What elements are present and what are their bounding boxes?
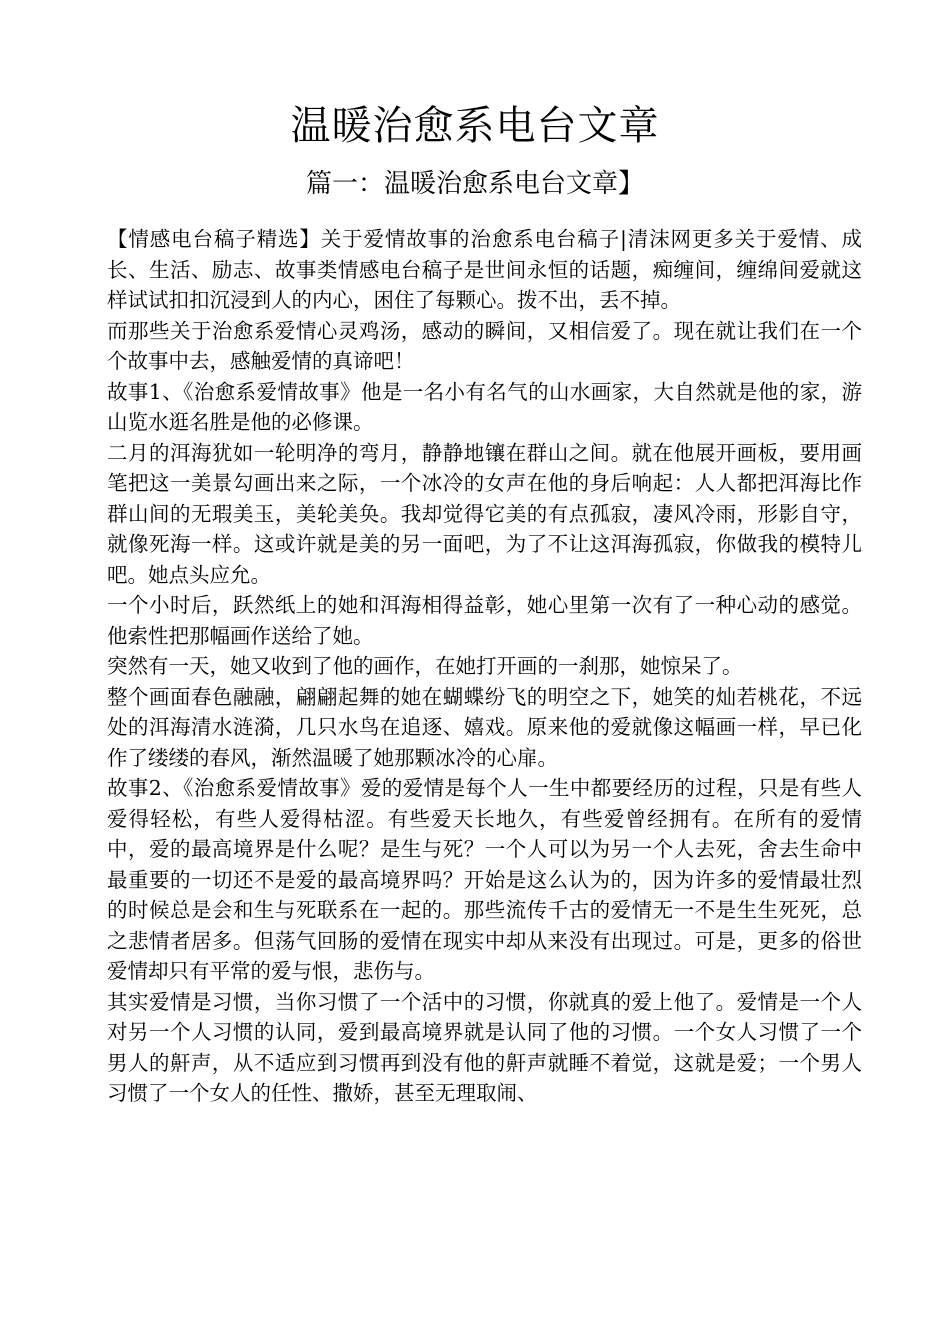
paragraph-story-2: 故事2、《治愈系爱情故事》爱的爱情是每个人一生中都要经历的过程，只是有些人爱得轻松，有些人爱得枯涩。有些爱天长地久，有些爱曾经拥有。在所有的爱情中，爱的最高境界是什么呢？是生与死？一个人可以为另一个人去死，舍去生命中最重要的一切还不是爱的最高境界吗？开始是这么认为的，因为许多的爱情最壮烈的时候总是会和生与死联系在一起的。那些流传千古的爱情无一不是生生死死，总之悲情者居多。但荡气回肠的爱情在现实中却从来没有出现过。可是，更多的俗世爱情却只有平常的爱与恨，悲伤与。 <box>107 776 862 983</box>
document-subtitle: 篇一：温暖治愈系电台文章】 <box>305 169 644 199</box>
paragraph-intro: 【情感电台稿子精选】关于爱情故事的治愈系电台稿子|清沫网更多关于爱情、成长、生活、励志、故事类情感电台稿子是世间永恒的话题，痴缠间，缠绵间爱就这样试试扣扣沉浸到人的内心，困住了每颗心。拨不出，丢不掉。 <box>107 227 862 312</box>
paragraph-one-hour-later: 一个小时后，跃然纸上的她和洱海相得益彰，她心里第一次有了一种心动的感觉。他索性把那幅画作送给了她。 <box>107 593 862 648</box>
paragraph-habit: 其实爱情是习惯，当你习惯了一个活中的习惯，你就真的爱上他了。爱情是一个人对另一个人习惯的认同，爱到最高境界就是认同了他的习惯。一个女人习惯了一个男人的鼾声，从不适应到习惯再到没有他的鼾声就睡不着觉，这就是爱；一个男人习惯了一个女人的任性、撒娇，甚至无理取闹、 <box>107 989 862 1105</box>
paragraph-story-1-heading: 故事1、《治愈系爱情故事》他是一名小有名气的山水画家，大自然就是他的家，游山览水逛名胜是他的必修课。 <box>107 379 862 434</box>
paragraph-intro-2: 而那些关于治愈系爱情心灵鸡汤，感动的瞬间，又相信爱了。现在就让我们在一个个故事中去，感触爱情的真谛吧！ <box>107 318 862 373</box>
document-title: 温暖治愈系电台文章 <box>290 103 660 149</box>
paragraph-one-day: 突然有一天，她又收到了他的画作，在她打开画的一刹那，她惊呆了。 <box>107 654 743 678</box>
paragraph-erhai: 二月的洱海犹如一轮明净的弯月，静静地镶在群山之间。就在他展开画板，要用画笔把这一美景勾画出来之际，一个冰冷的女声在他的身后响起：人人都把洱海比作群山间的无瑕美玉，美轮美奂。我却觉得它美的有点孤寂，凄风冷雨，形影自守，就像死海一样。这或许就是美的另一面吧，为了不让这洱海孤寂，你做我的模特儿吧。她点头应允。 <box>107 440 862 587</box>
document-body <box>107 224 862 1109</box>
paragraph-painting: 整个画面春色融融，翩翩起舞的她在蝴蝶纷飞的明空之下，她笑的灿若桃花，不远处的洱海清水涟漪，几只水鸟在追逐、嬉戏。原来他的爱就像这幅画一样，早已化作了缕缕的春风，渐然温暖了她那颗冰冷的心扉。 <box>107 684 862 770</box>
